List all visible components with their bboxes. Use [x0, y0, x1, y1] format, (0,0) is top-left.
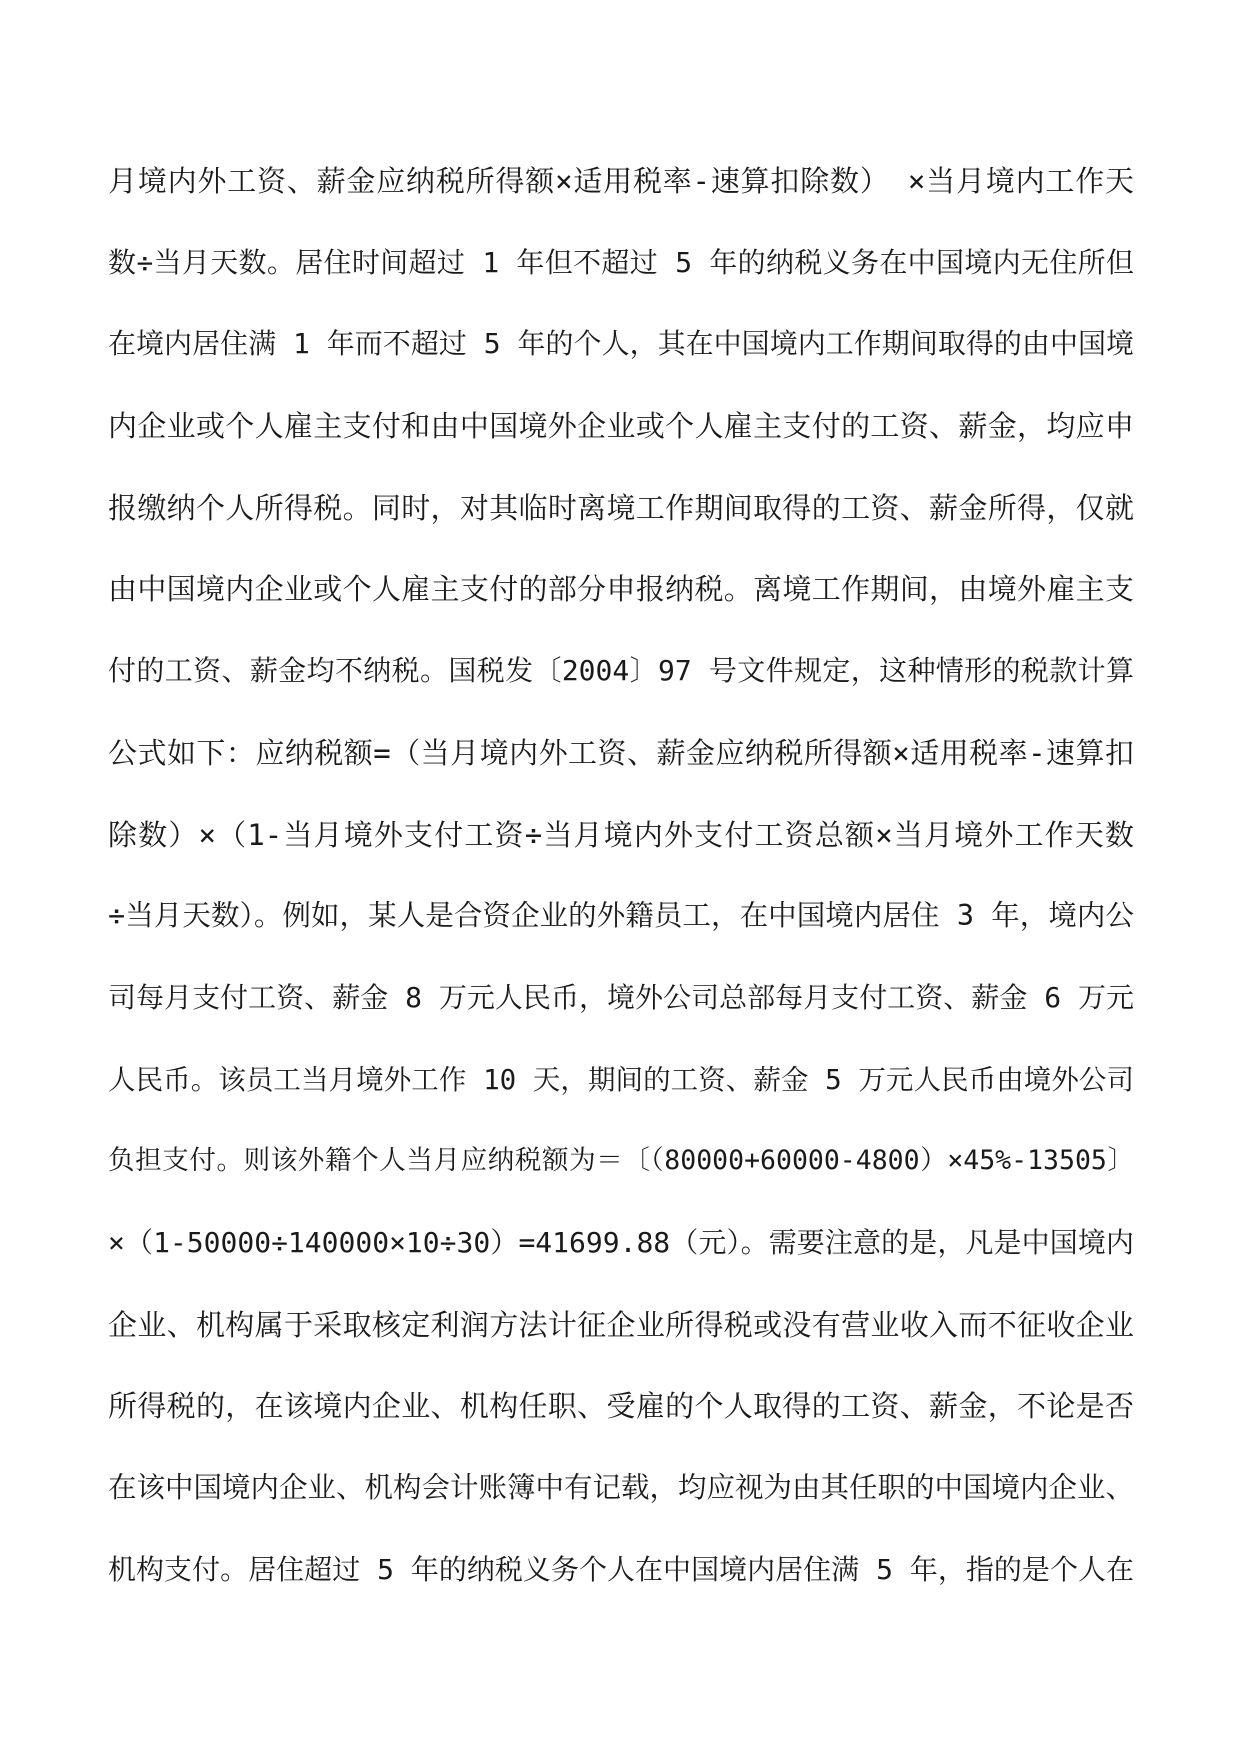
text-line-13: 负担支付。则该外籍个人当月应纳税额为＝〔（80000+60000-4800）×45%-13505〕: [108, 1145, 1134, 1177]
text-line-1: 月境内外工资、薪金应纳税所得额×适用税率-速算扣除数） ×当月境内工作天: [108, 164, 1134, 198]
text-line-7: 付的工资、薪金均不纳税。国税发〔2004〕97 号文件规定，这种情形的税款计算: [108, 654, 1134, 688]
text-line-9: 除数）×（1-当月境外支付工资÷当月境内外支付工资总额×当月境外工作天数: [108, 817, 1134, 852]
text-line-6: 由中国境内企业或个人雇主支付的部分申报纳税。离境工作期间，由境外雇主支: [108, 572, 1134, 607]
text-line-8: 公式如下：应纳税额=（当月境内外工资、薪金应纳税所得额×适用税率-速算扣: [108, 735, 1134, 770]
text-line-16: 所得税的，在该境内企业、机构任职、受雇的个人取得的工资、薪金，不论是否: [108, 1389, 1134, 1424]
text-line-3: 在境内居住满 1 年而不超过 5 年的个人，其在中国境内工作期间取得的由中国境: [108, 327, 1134, 361]
body-text: [108, 156, 1134, 1626]
text-line-10: ÷当月天数）。例如，某人是合资企业的外籍员工，在中国境内居住 3 年，境内公: [108, 899, 1134, 933]
text-line-4: 内企业或个人雇主支付和由中国境外企业或个人雇主支付的工资、薪金，均应申: [108, 409, 1134, 444]
text-line-18: 机构支付。居住超过 5 年的纳税义务个人在中国境内居住满 5 年，指的是个人在: [108, 1552, 1134, 1586]
text-line-15: 企业、机构属于采取核定利润方法计征企业所得税或没有营业收入而不征收企业: [108, 1307, 1134, 1342]
text-line-14: ×（1-50000÷140000×10÷30）=41699.88（元）。需要注意的是，凡是中国境内: [108, 1225, 1134, 1259]
text-line-5: 报缴纳个人所得税。同时，对其临时离境工作期间取得的工资、薪金所得，仅就: [108, 490, 1134, 525]
text-line-17: 在该中国境内企业、机构会计账簿中有记载，均应视为由其任职的中国境内企业、: [108, 1471, 1135, 1504]
text-line-11: 司每月支付工资、薪金 8 万元人民币，境外公司总部每月支付工资、薪金 6 万元: [108, 980, 1134, 1014]
text-line-12: 人民币。该员工当月境外工作 10 天，期间的工资、薪金 5 万元人民币由境外公司: [108, 1063, 1134, 1096]
text-line-2: 数÷当月天数。居住时间超过 1 年但不超过 5 年的纳税义务在中国境内无住所但: [108, 245, 1134, 279]
